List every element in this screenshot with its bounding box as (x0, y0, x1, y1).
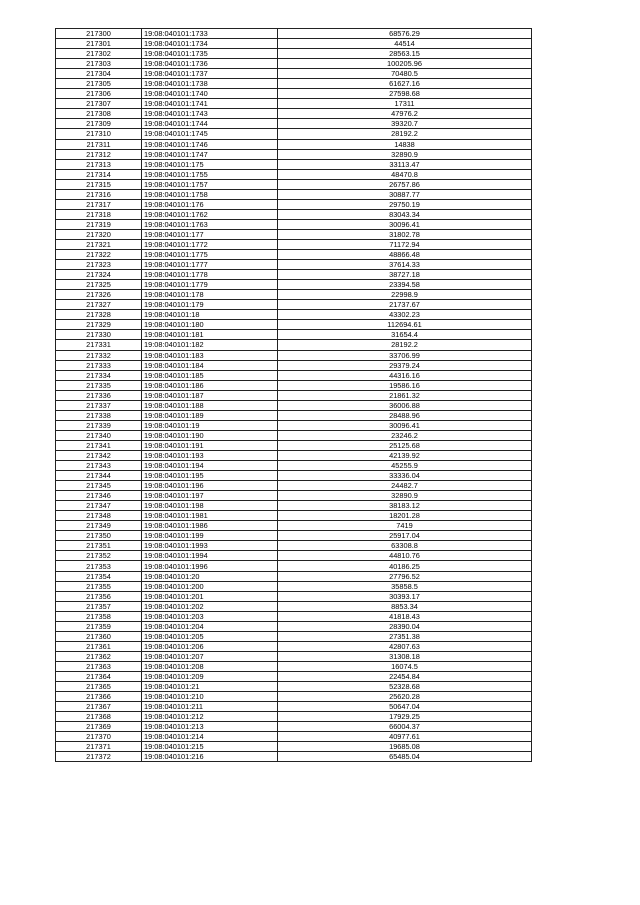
amount-cell: 32890.9 (278, 491, 532, 501)
table-row (56, 742, 532, 752)
amount-cell: 48470.8 (278, 169, 532, 179)
table-row (56, 109, 532, 119)
amount-cell: 31308.18 (278, 651, 532, 661)
table-row (56, 651, 532, 661)
table-row (56, 370, 532, 380)
table-row (56, 722, 532, 732)
cadastral-number-cell: 19:08:040101:1734 (142, 39, 278, 49)
table-row (56, 179, 532, 189)
table-row (56, 29, 532, 39)
row-number-cell: 217319 (56, 219, 142, 229)
cadastral-number-cell: 19:08:040101:188 (142, 400, 278, 410)
row-number-cell: 217320 (56, 229, 142, 239)
row-number-cell: 217360 (56, 631, 142, 641)
amount-cell: 28488.96 (278, 410, 532, 420)
amount-cell: 100205.96 (278, 59, 532, 69)
table-row (56, 260, 532, 270)
row-number-cell: 217340 (56, 430, 142, 440)
table-row (56, 360, 532, 370)
cadastral-number-cell: 19:08:040101:206 (142, 641, 278, 651)
amount-cell: 23246.2 (278, 430, 532, 440)
amount-cell: 30887.77 (278, 189, 532, 199)
cadastral-number-cell: 19:08:040101:183 (142, 350, 278, 360)
cadastral-number-cell: 19:08:040101:215 (142, 742, 278, 752)
table-row (56, 139, 532, 149)
cadastral-number-cell: 19:08:040101:209 (142, 672, 278, 682)
row-number-cell: 217300 (56, 29, 142, 39)
row-number-cell: 217372 (56, 752, 142, 762)
amount-cell: 21861.32 (278, 390, 532, 400)
cadastral-number-cell: 19:08:040101:1779 (142, 280, 278, 290)
amount-cell: 38183.12 (278, 501, 532, 511)
cadastral-number-cell: 19:08:040101:1757 (142, 179, 278, 189)
table-row (56, 581, 532, 591)
amount-cell: 31654.4 (278, 330, 532, 340)
row-number-cell: 217359 (56, 621, 142, 631)
row-number-cell: 217345 (56, 481, 142, 491)
amount-cell: 17929.25 (278, 712, 532, 722)
amount-cell: 27351.38 (278, 631, 532, 641)
cadastral-number-cell: 19:08:040101:208 (142, 661, 278, 671)
table-row (56, 641, 532, 651)
table-row (56, 239, 532, 249)
amount-cell: 37614.33 (278, 260, 532, 270)
cadastral-number-cell: 19:08:040101:197 (142, 491, 278, 501)
row-number-cell: 217311 (56, 139, 142, 149)
row-number-cell: 217307 (56, 99, 142, 109)
cadastral-number-cell: 19:08:040101:177 (142, 229, 278, 239)
amount-cell: 30096.41 (278, 420, 532, 430)
cadastral-number-cell: 19:08:040101:189 (142, 410, 278, 420)
amount-cell: 44514 (278, 39, 532, 49)
row-number-cell: 217321 (56, 239, 142, 249)
cadastral-number-cell: 19:08:040101:21 (142, 682, 278, 692)
row-number-cell: 217349 (56, 521, 142, 531)
amount-cell: 26757.86 (278, 179, 532, 189)
table-row (56, 270, 532, 280)
table-row (56, 450, 532, 460)
cadastral-number-cell: 19:08:040101:1758 (142, 189, 278, 199)
row-number-cell: 217306 (56, 89, 142, 99)
amount-cell: 28192.2 (278, 129, 532, 139)
amount-cell: 47976.2 (278, 109, 532, 119)
amount-cell: 44810.76 (278, 551, 532, 561)
amount-cell: 33336.04 (278, 471, 532, 481)
row-number-cell: 217343 (56, 461, 142, 471)
row-number-cell: 217328 (56, 310, 142, 320)
table-row (56, 300, 532, 310)
table-row (56, 461, 532, 471)
row-number-cell: 217330 (56, 330, 142, 340)
table-row (56, 672, 532, 682)
amount-cell: 27796.52 (278, 571, 532, 581)
row-number-cell: 217329 (56, 320, 142, 330)
amount-cell: 25620.28 (278, 692, 532, 702)
amount-cell: 61627.16 (278, 79, 532, 89)
amount-cell: 41818.43 (278, 611, 532, 621)
cadastral-number-cell: 19:08:040101:201 (142, 591, 278, 601)
table-row (56, 49, 532, 59)
table-row (56, 290, 532, 300)
table-body (56, 29, 532, 762)
amount-cell: 63308.8 (278, 541, 532, 551)
table-row (56, 430, 532, 440)
cadastral-number-cell: 19:08:040101:194 (142, 461, 278, 471)
row-number-cell: 217309 (56, 119, 142, 129)
table-row (56, 682, 532, 692)
row-number-cell: 217353 (56, 561, 142, 571)
cadastral-number-cell: 19:08:040101:1733 (142, 29, 278, 39)
cadastral-number-cell: 19:08:040101:1986 (142, 521, 278, 531)
amount-cell: 43302.23 (278, 310, 532, 320)
table-row (56, 732, 532, 742)
row-number-cell: 217352 (56, 551, 142, 561)
cadastral-number-cell: 19:08:040101:184 (142, 360, 278, 370)
amount-cell: 7419 (278, 521, 532, 531)
amount-cell: 28390.04 (278, 621, 532, 631)
cadastral-number-cell: 19:08:040101:1737 (142, 69, 278, 79)
table-row (56, 99, 532, 109)
row-number-cell: 217335 (56, 380, 142, 390)
row-number-cell: 217351 (56, 541, 142, 551)
amount-cell: 16074.5 (278, 661, 532, 671)
amount-cell: 27598.68 (278, 89, 532, 99)
amount-cell: 30096.41 (278, 219, 532, 229)
cadastral-number-cell: 19:08:040101:1778 (142, 270, 278, 280)
cadastral-number-cell: 19:08:040101:1772 (142, 239, 278, 249)
amount-cell: 14838 (278, 139, 532, 149)
row-number-cell: 217354 (56, 571, 142, 581)
table-row (56, 752, 532, 762)
cadastral-number-cell: 19:08:040101:190 (142, 430, 278, 440)
table-row (56, 390, 532, 400)
cadastral-number-cell: 19:08:040101:19 (142, 420, 278, 430)
row-number-cell: 217358 (56, 611, 142, 621)
cadastral-number-cell: 19:08:040101:20 (142, 571, 278, 581)
table-row (56, 601, 532, 611)
row-number-cell: 217322 (56, 250, 142, 260)
row-number-cell: 217371 (56, 742, 142, 752)
row-number-cell: 217341 (56, 440, 142, 450)
cadastral-number-cell: 19:08:040101:207 (142, 651, 278, 661)
row-number-cell: 217362 (56, 651, 142, 661)
cadastral-number-cell: 19:08:040101:195 (142, 471, 278, 481)
cadastral-number-cell: 19:08:040101:199 (142, 531, 278, 541)
row-number-cell: 217301 (56, 39, 142, 49)
row-number-cell: 217314 (56, 169, 142, 179)
cadastral-number-cell: 19:08:040101:191 (142, 440, 278, 450)
row-number-cell: 217312 (56, 149, 142, 159)
amount-cell: 28563.15 (278, 49, 532, 59)
amount-cell: 52328.68 (278, 682, 532, 692)
row-number-cell: 217369 (56, 722, 142, 732)
table-row (56, 611, 532, 621)
amount-cell: 65485.04 (278, 752, 532, 762)
table-row (56, 541, 532, 551)
table-row (56, 551, 532, 561)
table-row (56, 310, 532, 320)
cadastral-number-cell: 19:08:040101:180 (142, 320, 278, 330)
row-number-cell: 217344 (56, 471, 142, 481)
amount-cell: 25917.04 (278, 531, 532, 541)
cadastral-number-cell: 19:08:040101:187 (142, 390, 278, 400)
row-number-cell: 217339 (56, 420, 142, 430)
row-number-cell: 217348 (56, 511, 142, 521)
amount-cell: 29379.24 (278, 360, 532, 370)
amount-cell: 23394.58 (278, 280, 532, 290)
table-row (56, 692, 532, 702)
row-number-cell: 217350 (56, 531, 142, 541)
table-row (56, 340, 532, 350)
amount-cell: 29750.19 (278, 199, 532, 209)
row-number-cell: 217333 (56, 360, 142, 370)
cadastral-number-cell: 19:08:040101:205 (142, 631, 278, 641)
cadastral-number-cell: 19:08:040101:1755 (142, 169, 278, 179)
cadastral-number-cell: 19:08:040101:1747 (142, 149, 278, 159)
table-row (56, 491, 532, 501)
amount-cell: 19685.08 (278, 742, 532, 752)
amount-cell: 66004.37 (278, 722, 532, 732)
table-row (56, 59, 532, 69)
cadastral-number-cell: 19:08:040101:193 (142, 450, 278, 460)
row-number-cell: 217318 (56, 209, 142, 219)
table-row (56, 79, 532, 89)
row-number-cell: 217302 (56, 49, 142, 59)
amount-cell: 30393.17 (278, 591, 532, 601)
row-number-cell: 217361 (56, 641, 142, 651)
cadastral-number-cell: 19:08:040101:196 (142, 481, 278, 491)
cadastral-number-cell: 19:08:040101:1994 (142, 551, 278, 561)
cadastral-number-cell: 19:08:040101:182 (142, 340, 278, 350)
table-row (56, 119, 532, 129)
table-row (56, 129, 532, 139)
amount-cell: 24482.7 (278, 481, 532, 491)
cadastral-number-cell: 19:08:040101:1743 (142, 109, 278, 119)
row-number-cell: 217331 (56, 340, 142, 350)
row-number-cell: 217315 (56, 179, 142, 189)
amount-cell: 35858.5 (278, 581, 532, 591)
cadastral-number-cell: 19:08:040101:1744 (142, 119, 278, 129)
row-number-cell: 217368 (56, 712, 142, 722)
table-row (56, 471, 532, 481)
table-row (56, 631, 532, 641)
row-number-cell: 217337 (56, 400, 142, 410)
table-row (56, 400, 532, 410)
cadastral-number-cell: 19:08:040101:1775 (142, 250, 278, 260)
table-row (56, 571, 532, 581)
amount-cell: 33113.47 (278, 159, 532, 169)
table-row (56, 330, 532, 340)
table-row (56, 501, 532, 511)
row-number-cell: 217342 (56, 450, 142, 460)
amount-cell: 83043.34 (278, 209, 532, 219)
data-table (55, 28, 532, 762)
amount-cell: 36006.88 (278, 400, 532, 410)
cadastral-number-cell: 19:08:040101:1993 (142, 541, 278, 551)
table-row (56, 250, 532, 260)
amount-cell: 42139.92 (278, 450, 532, 460)
cadastral-number-cell: 19:08:040101:216 (142, 752, 278, 762)
row-number-cell: 217326 (56, 290, 142, 300)
amount-cell: 71172.94 (278, 239, 532, 249)
amount-cell: 40186.25 (278, 561, 532, 571)
table-row (56, 229, 532, 239)
amount-cell: 48866.48 (278, 250, 532, 260)
row-number-cell: 217338 (56, 410, 142, 420)
table-row (56, 712, 532, 722)
cadastral-number-cell: 19:08:040101:179 (142, 300, 278, 310)
row-number-cell: 217308 (56, 109, 142, 119)
cadastral-number-cell: 19:08:040101:212 (142, 712, 278, 722)
row-number-cell: 217363 (56, 661, 142, 671)
table-row (56, 661, 532, 671)
row-number-cell: 217323 (56, 260, 142, 270)
amount-cell: 70480.5 (278, 69, 532, 79)
row-number-cell: 217356 (56, 591, 142, 601)
table-row (56, 169, 532, 179)
cadastral-number-cell: 19:08:040101:213 (142, 722, 278, 732)
cadastral-number-cell: 19:08:040101:1777 (142, 260, 278, 270)
cadastral-number-cell: 19:08:040101:1741 (142, 99, 278, 109)
amount-cell: 32890.9 (278, 149, 532, 159)
row-number-cell: 217357 (56, 601, 142, 611)
row-number-cell: 217313 (56, 159, 142, 169)
cadastral-number-cell: 19:08:040101:1746 (142, 139, 278, 149)
cadastral-number-cell: 19:08:040101:200 (142, 581, 278, 591)
table-row (56, 440, 532, 450)
row-number-cell: 217367 (56, 702, 142, 712)
amount-cell: 112694.61 (278, 320, 532, 330)
cadastral-number-cell: 19:08:040101:202 (142, 601, 278, 611)
table-row (56, 219, 532, 229)
amount-cell: 50647.04 (278, 702, 532, 712)
table-row (56, 350, 532, 360)
amount-cell: 19586.16 (278, 380, 532, 390)
row-number-cell: 217364 (56, 672, 142, 682)
table-row (56, 199, 532, 209)
amount-cell: 22454.84 (278, 672, 532, 682)
table-row (56, 621, 532, 631)
row-number-cell: 217327 (56, 300, 142, 310)
amount-cell: 31802.78 (278, 229, 532, 239)
table-row (56, 531, 532, 541)
row-number-cell: 217317 (56, 199, 142, 209)
table-row (56, 591, 532, 601)
amount-cell: 45255.9 (278, 461, 532, 471)
table-row (56, 320, 532, 330)
cadastral-number-cell: 19:08:040101:1762 (142, 209, 278, 219)
amount-cell: 40977.61 (278, 732, 532, 742)
cadastral-number-cell: 19:08:040101:186 (142, 380, 278, 390)
cadastral-number-cell: 19:08:040101:1738 (142, 79, 278, 89)
table-row (56, 702, 532, 712)
table-row (56, 89, 532, 99)
amount-cell: 33706.99 (278, 350, 532, 360)
cadastral-number-cell: 19:08:040101:18 (142, 310, 278, 320)
amount-cell: 28192.2 (278, 340, 532, 350)
cadastral-number-cell: 19:08:040101:1735 (142, 49, 278, 59)
amount-cell: 17311 (278, 99, 532, 109)
table-row (56, 209, 532, 219)
cadastral-number-cell: 19:08:040101:211 (142, 702, 278, 712)
cadastral-number-cell: 19:08:040101:1981 (142, 511, 278, 521)
row-number-cell: 217304 (56, 69, 142, 79)
table-row (56, 280, 532, 290)
cadastral-number-cell: 19:08:040101:1745 (142, 129, 278, 139)
cadastral-number-cell: 19:08:040101:210 (142, 692, 278, 702)
table-row (56, 511, 532, 521)
cadastral-number-cell: 19:08:040101:214 (142, 732, 278, 742)
row-number-cell: 217336 (56, 390, 142, 400)
row-number-cell: 217370 (56, 732, 142, 742)
table-row (56, 149, 532, 159)
amount-cell: 68576.29 (278, 29, 532, 39)
cadastral-number-cell: 19:08:040101:1740 (142, 89, 278, 99)
amount-cell: 25125.68 (278, 440, 532, 450)
table-row (56, 380, 532, 390)
amount-cell: 39320.7 (278, 119, 532, 129)
row-number-cell: 217365 (56, 682, 142, 692)
table-row (56, 69, 532, 79)
row-number-cell: 217346 (56, 491, 142, 501)
cadastral-number-cell: 19:08:040101:198 (142, 501, 278, 511)
table-row (56, 189, 532, 199)
row-number-cell: 217303 (56, 59, 142, 69)
cadastral-number-cell: 19:08:040101:176 (142, 199, 278, 209)
cadastral-number-cell: 19:08:040101:204 (142, 621, 278, 631)
cadastral-number-cell: 19:08:040101:178 (142, 290, 278, 300)
row-number-cell: 217366 (56, 692, 142, 702)
table-row (56, 39, 532, 49)
amount-cell: 38727.18 (278, 270, 532, 280)
amount-cell: 8853.34 (278, 601, 532, 611)
table-row (56, 561, 532, 571)
row-number-cell: 217310 (56, 129, 142, 139)
cadastral-number-cell: 19:08:040101:203 (142, 611, 278, 621)
row-number-cell: 217347 (56, 501, 142, 511)
cadastral-number-cell: 19:08:040101:1736 (142, 59, 278, 69)
row-number-cell: 217316 (56, 189, 142, 199)
row-number-cell: 217332 (56, 350, 142, 360)
cadastral-number-cell: 19:08:040101:1763 (142, 219, 278, 229)
table-row (56, 159, 532, 169)
table-row (56, 410, 532, 420)
cadastral-number-cell: 19:08:040101:1996 (142, 561, 278, 571)
amount-cell: 18201.28 (278, 511, 532, 521)
row-number-cell: 217334 (56, 370, 142, 380)
amount-cell: 42807.63 (278, 641, 532, 651)
table-row (56, 420, 532, 430)
amount-cell: 44316.16 (278, 370, 532, 380)
table-row (56, 481, 532, 491)
cadastral-number-cell: 19:08:040101:181 (142, 330, 278, 340)
amount-cell: 21737.67 (278, 300, 532, 310)
cadastral-number-cell: 19:08:040101:185 (142, 370, 278, 380)
row-number-cell: 217305 (56, 79, 142, 89)
cadastral-number-cell: 19:08:040101:175 (142, 159, 278, 169)
row-number-cell: 217325 (56, 280, 142, 290)
row-number-cell: 217355 (56, 581, 142, 591)
row-number-cell: 217324 (56, 270, 142, 280)
amount-cell: 22998.9 (278, 290, 532, 300)
table-row (56, 521, 532, 531)
